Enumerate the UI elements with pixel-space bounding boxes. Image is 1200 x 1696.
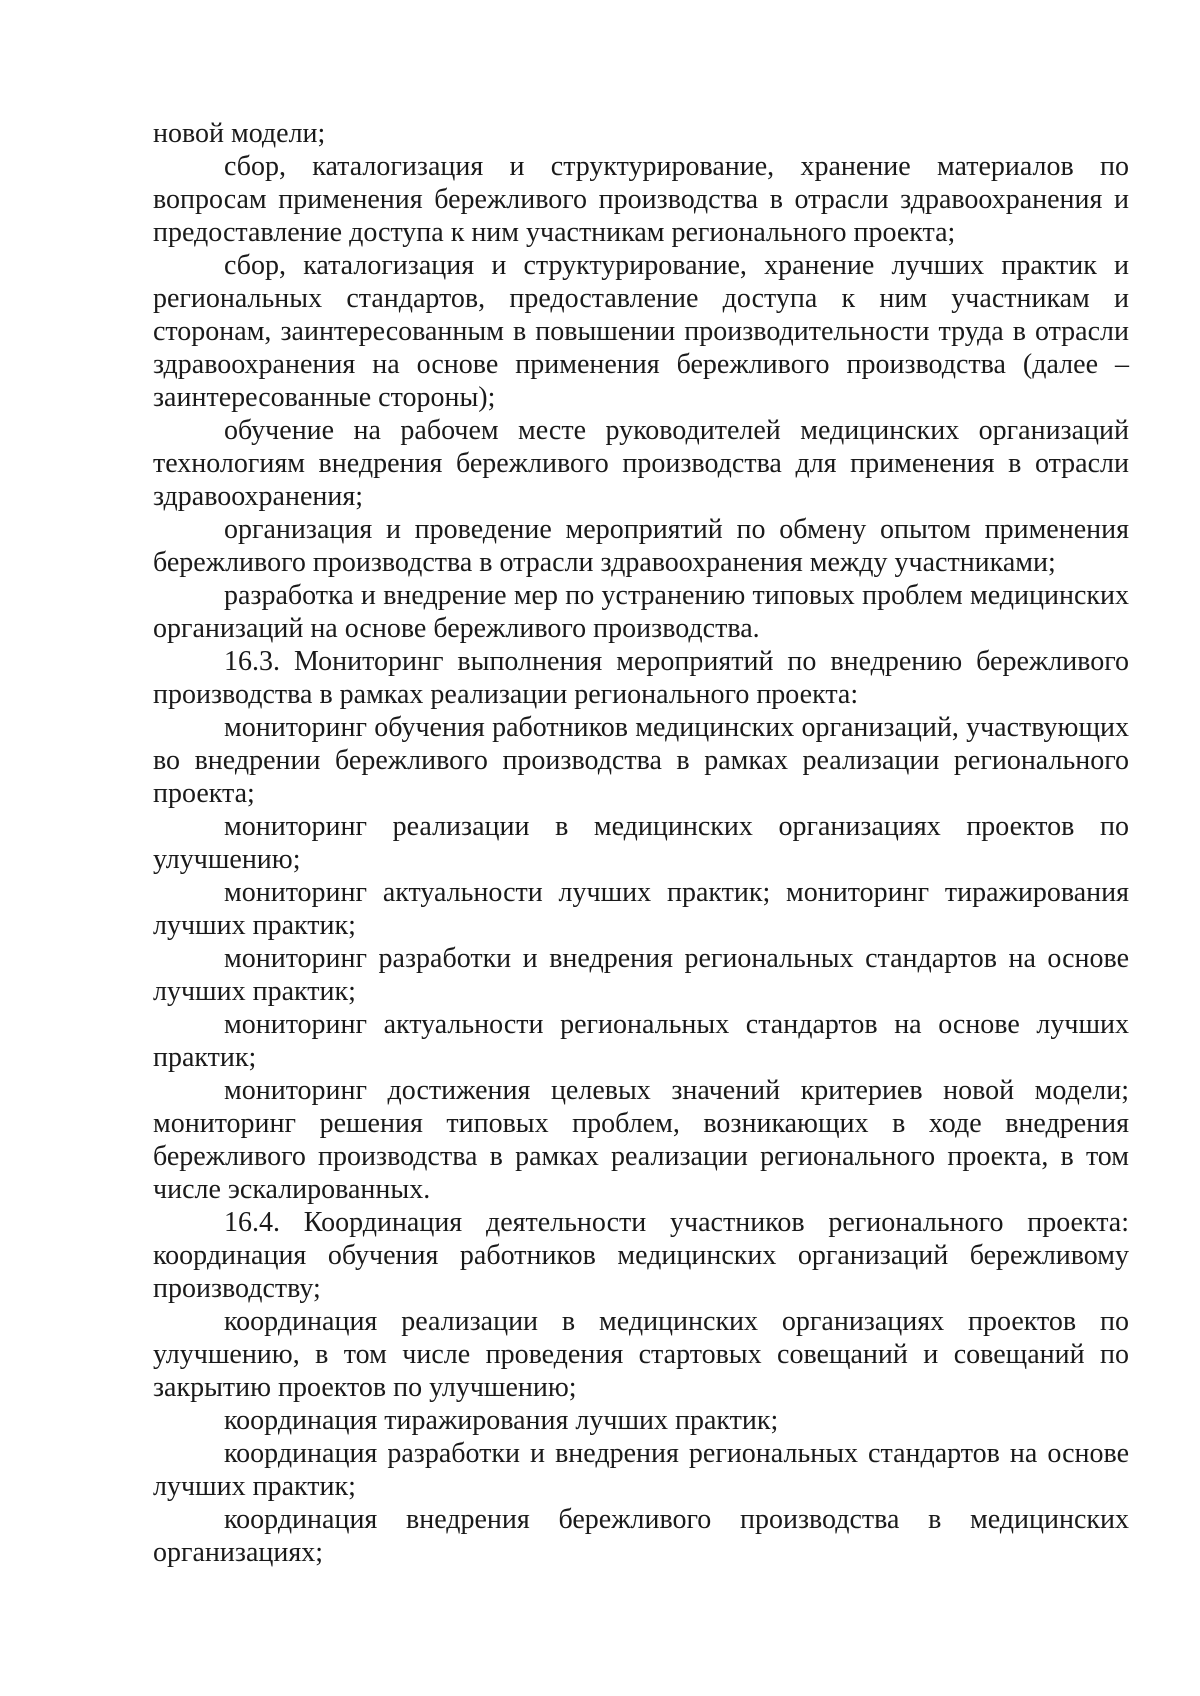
paragraph: координация внедрения бережливого производства в медицинских организациях; bbox=[153, 1504, 1129, 1568]
paragraph: мониторинг актуальности лучших практик; мониторинг тиражирования лучших практик; bbox=[153, 877, 1129, 941]
paragraph: мониторинг актуальности региональных стандартов на основе лучших практик; bbox=[153, 1009, 1129, 1073]
paragraph: мониторинг реализации в медицинских организациях проектов по улучшению; bbox=[153, 811, 1129, 875]
paragraph: обучение на рабочем месте руководителей медицинских организаций технологиям внедрения бережливого производства для применения в отрасли здравоохранения; bbox=[153, 415, 1129, 512]
paragraph: координация тиражирования лучших практик; bbox=[224, 1405, 779, 1436]
paragraph: сбор, каталогизация и структурирование, хранение лучших практик и региональных стандартов, предоставление доступа к ним участникам и сторонам, заинтересованным в повышении производительности труда в отрасли здравоохранения на основе применения бережливого производства (далее – заинтересованные стороны); bbox=[153, 250, 1129, 413]
section-heading-16-3: 16.3. Мониторинг выполнения мероприятий по внедрению бережливого производства в рамках реализации регионального проекта: bbox=[153, 646, 1129, 710]
paragraph: координация реализации в медицинских организациях проектов по улучшению, в том числе проведения стартовых совещаний и совещаний по закрытию проектов по улучшению; bbox=[153, 1306, 1129, 1403]
paragraph: мониторинг достижения целевых значений критериев новой модели; мониторинг решения типовых проблем, возникающих в ходе внедрения бережливого производства в рамках реализации регионального проекта, в том числе эскалированных. bbox=[153, 1075, 1129, 1205]
document-body bbox=[153, 117, 1129, 1569]
paragraph: мониторинг разработки и внедрения региональных стандартов на основе лучших практик; bbox=[153, 943, 1129, 1007]
paragraph: организация и проведение мероприятий по обмену опытом применения бережливого производства в отрасли здравоохранения между участниками; bbox=[153, 514, 1129, 578]
paragraph: мониторинг обучения работников медицинских организаций, участвующих во внедрении бережливого производства в рамках реализации регионального проекта; bbox=[153, 712, 1129, 809]
paragraph: сбор, каталогизация и структурирование, хранение материалов по вопросам применения бережливого производства в отрасли здравоохранения и предоставление доступа к ним участникам регионального проекта; bbox=[153, 151, 1129, 248]
paragraph: разработка и внедрение мер по устранению типовых проблем медицинских организаций на основе бережливого производства. bbox=[153, 580, 1129, 644]
section-heading-16-4: 16.4. Координация деятельности участников регионального проекта: координация обучения работников медицинских организаций бережливому производству; bbox=[153, 1207, 1129, 1304]
paragraph-continuation: новой модели; bbox=[153, 118, 326, 149]
paragraph: координация разработки и внедрения региональных стандартов на основе лучших практик; bbox=[153, 1438, 1129, 1502]
